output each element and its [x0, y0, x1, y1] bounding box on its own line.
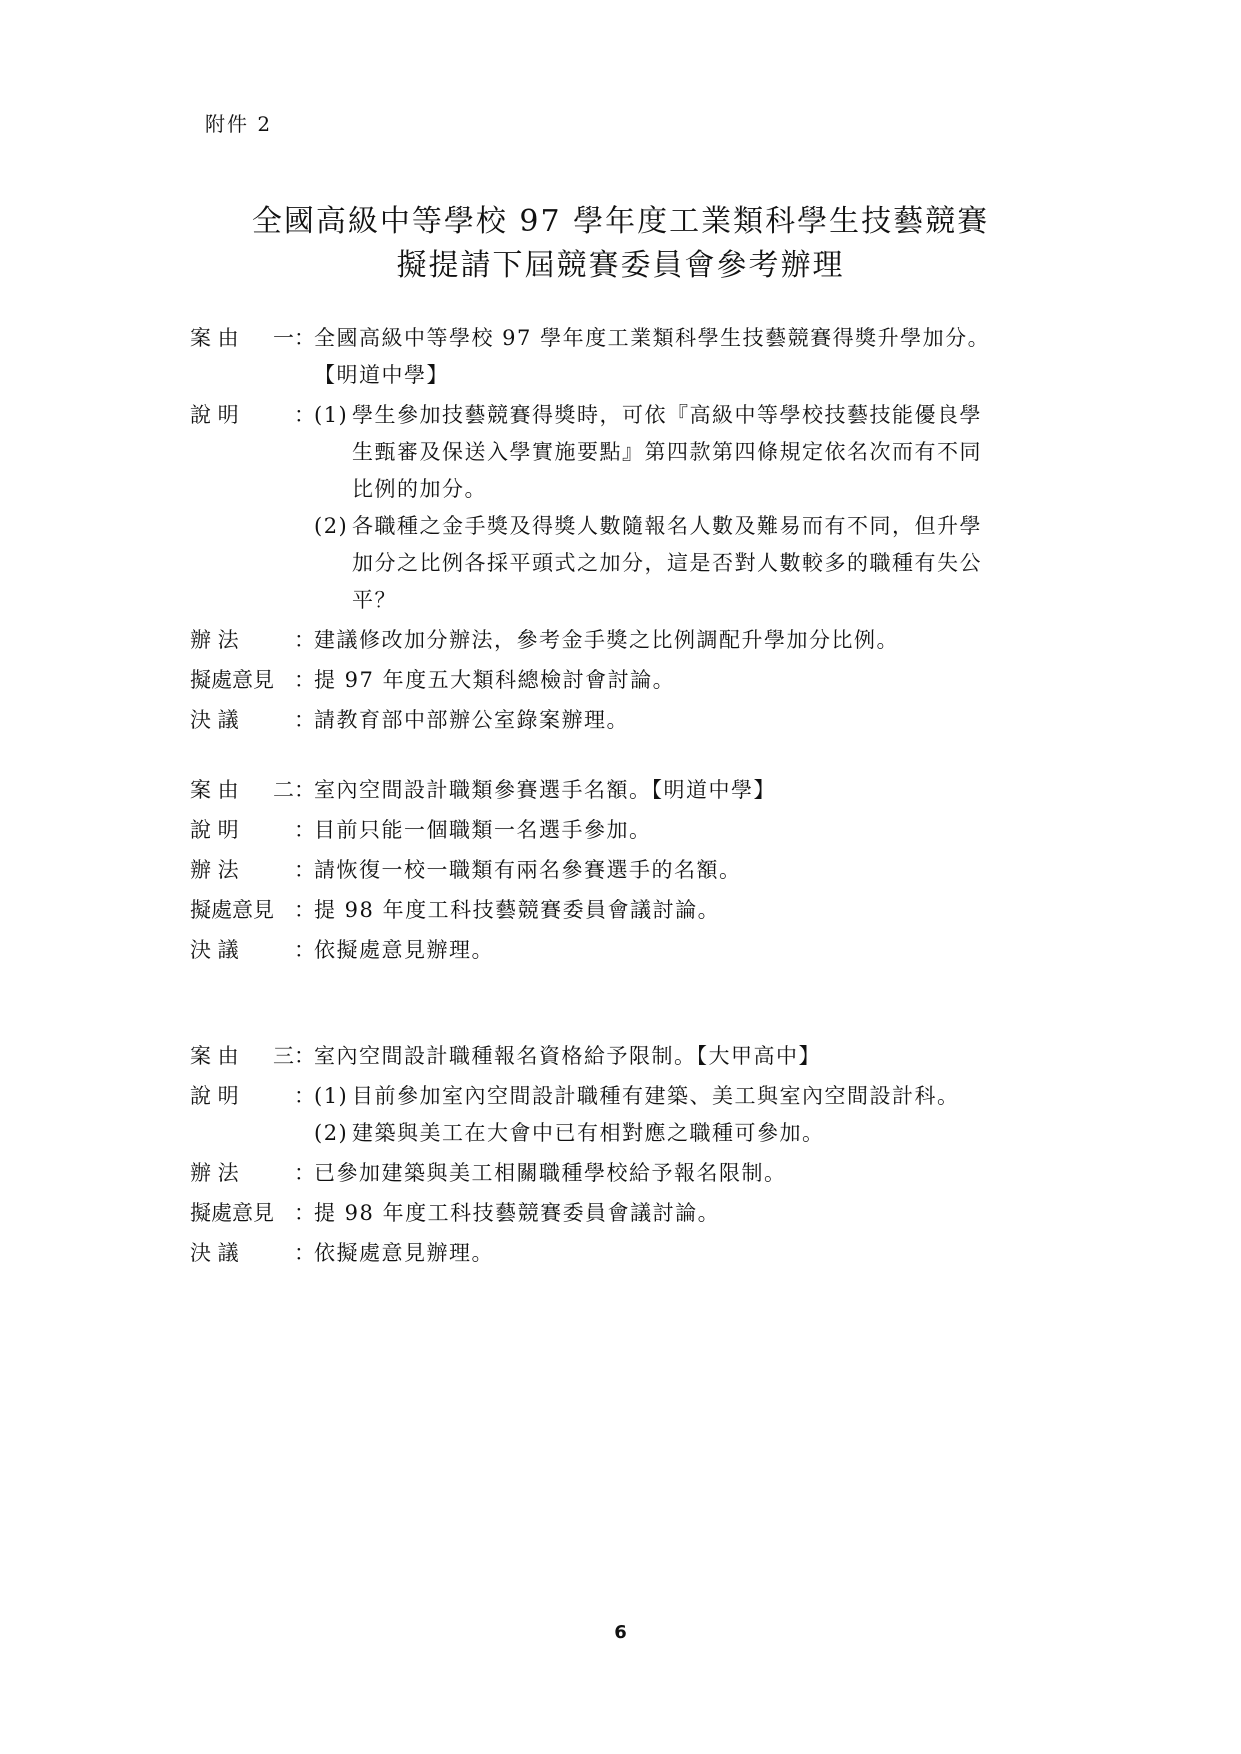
attachment-label: 附件 2 — [205, 112, 273, 136]
subject-line: 室內空間設計職類參賽選手名額。【明道中學】 — [314, 778, 776, 802]
item-line: 學生參加技藝競賽得獎時，可依『高級中等學校技藝技能優良學 — [352, 403, 982, 427]
item-number: (1) — [314, 1084, 349, 1108]
item-line: 生甄審及保送入學實施要點』第四款第四條規定依名次而有不同 — [352, 440, 982, 464]
case-2-opinion-row — [190, 892, 1070, 929]
colon: ： — [294, 326, 315, 350]
item-line: 加分之比例各採平頭式之加分，這是否對人數較多的職種有失公 — [352, 551, 982, 575]
case-3-method-row — [190, 1155, 1070, 1192]
case-3-method: 已參加建築與美工相關職種學校給予報名限制。 — [314, 1161, 787, 1185]
item-text — [352, 508, 1070, 619]
case-1-explanations — [314, 397, 1070, 619]
case-2-explanation: 目前只能一個職類一名選手參加。 — [314, 818, 652, 842]
opinion-label — [190, 1195, 294, 1232]
item-text — [352, 397, 1070, 508]
case-1-method: 建議修改加分辦法，參考金手獎之比例調配升學加分比例。 — [314, 628, 899, 652]
explanation-item — [314, 1078, 1070, 1115]
explanation-item — [314, 508, 1070, 619]
case-3-resolution: 依擬處意見辦理。 — [314, 1241, 494, 1265]
colon: ： — [294, 858, 315, 882]
case-label — [190, 1038, 294, 1075]
colon: ： — [294, 1161, 315, 1185]
case-2-opinion: 提 98 年度工科技藝競賽委員會議討論。 — [314, 898, 721, 922]
case-2-explanation-row — [190, 812, 1070, 849]
case-label-text: 案 由 — [190, 326, 239, 350]
colon: ： — [294, 708, 315, 732]
explain-label-text: 說 明 — [190, 403, 239, 427]
opinion-label — [190, 662, 294, 699]
item-number: (1) — [314, 403, 349, 427]
case-2-subject — [314, 772, 1070, 809]
opinion-label-text: 擬處意見 — [190, 898, 274, 922]
colon: ： — [294, 1241, 315, 1265]
opinion-label — [190, 892, 294, 929]
opinion-label-text: 擬處意見 — [190, 668, 274, 692]
resolution-label-text: 決 議 — [190, 1241, 239, 1265]
explanation-item — [314, 397, 1070, 508]
explain-label-text: 說 明 — [190, 1084, 239, 1108]
case-label-text: 案 由 — [190, 1044, 239, 1068]
case-1-subject-row — [190, 320, 1070, 394]
case-number: 三 — [273, 1044, 294, 1068]
case-2-method: 請恢復一校一職類有兩名參賽選手的名額。 — [314, 858, 742, 882]
item-text — [352, 1115, 1070, 1152]
item-number: (2) — [314, 514, 349, 538]
colon: ： — [294, 628, 315, 652]
method-label-text: 辦 法 — [190, 628, 239, 652]
case-label — [190, 320, 294, 357]
page-number: 6 — [614, 1622, 627, 1643]
method-label-text: 辦 法 — [190, 1161, 239, 1185]
case-label-text: 案 由 — [190, 778, 239, 802]
item-line: 各職種之金手獎及得獎人數隨報名人數及難易而有不同，但升學 — [352, 514, 982, 538]
method-label — [190, 852, 294, 889]
case-2-resolution-row — [190, 932, 1070, 969]
method-label — [190, 1155, 294, 1192]
case-3-resolution-row — [190, 1235, 1070, 1272]
case-1 — [190, 320, 1070, 742]
method-label — [190, 622, 294, 659]
case-3-subject-row — [190, 1038, 1070, 1075]
explain-label-text: 說 明 — [190, 818, 239, 842]
explain-label — [190, 812, 294, 849]
case-3-explanation-row — [190, 1078, 1070, 1152]
colon: ： — [294, 778, 315, 802]
case-1-opinion: 提 97 年度五大類科總檢討會討論。 — [314, 668, 676, 692]
subject-line: 【明道中學】 — [314, 363, 449, 387]
case-3-explanations — [314, 1078, 1070, 1152]
case-2-method-row — [190, 852, 1070, 889]
explanation-item — [314, 1115, 1070, 1152]
document-title-line-2: 擬提請下屆競賽委員會參考辦理 — [396, 248, 845, 283]
resolution-label-text: 決 議 — [190, 708, 239, 732]
case-3-opinion-row — [190, 1195, 1070, 1232]
document-title-line-1: 全國高級中等學校 97 學年度工業類科學生技藝競賽 — [251, 204, 990, 239]
item-line: 建築與美工在大會中已有相對應之職種可參加。 — [352, 1121, 825, 1145]
item-line: 目前參加室內空間設計職種有建築、美工與室內空間設計科。 — [352, 1084, 960, 1108]
case-3-subject — [314, 1038, 1070, 1075]
case-3-opinion: 提 98 年度工科技藝競賽委員會議討論。 — [314, 1201, 721, 1225]
resolution-label — [190, 1235, 294, 1272]
case-1-opinion-row — [190, 662, 1070, 699]
colon: ： — [294, 898, 315, 922]
colon: ： — [294, 1201, 315, 1225]
case-1-resolution: 請教育部中部辦公室錄案辦理。 — [314, 708, 629, 732]
case-1-resolution-row — [190, 702, 1070, 739]
explain-label — [190, 397, 294, 434]
item-number: (2) — [314, 1121, 349, 1145]
case-2 — [190, 772, 1070, 972]
subject-line: 全國高級中等學校 97 學年度工業類科學生技藝競賽得獎升學加分。 — [314, 326, 991, 350]
colon: ： — [294, 1084, 315, 1108]
colon: ： — [294, 818, 315, 842]
colon: ： — [294, 668, 315, 692]
case-label — [190, 772, 294, 809]
explain-label — [190, 1078, 294, 1115]
resolution-label-text: 決 議 — [190, 938, 239, 962]
opinion-label-text: 擬處意見 — [190, 1201, 274, 1225]
resolution-label — [190, 932, 294, 969]
item-text — [352, 1078, 1070, 1115]
case-number: 一 — [273, 326, 294, 350]
item-line: 平？ — [352, 588, 397, 612]
colon: ： — [294, 938, 315, 962]
case-2-resolution: 依擬處意見辦理。 — [314, 938, 494, 962]
colon: ： — [294, 403, 315, 427]
case-1-method-row — [190, 622, 1070, 659]
resolution-label — [190, 702, 294, 739]
colon: ： — [294, 1044, 315, 1068]
case-1-explanation-row — [190, 397, 1070, 619]
item-line: 比例的加分。 — [352, 477, 487, 501]
case-2-subject-row — [190, 772, 1070, 809]
case-3 — [190, 1038, 1070, 1275]
method-label-text: 辦 法 — [190, 858, 239, 882]
case-number: 二 — [273, 778, 294, 802]
subject-line: 室內空間設計職種報名資格給予限制。【大甲高中】 — [314, 1044, 821, 1068]
case-1-subject — [314, 320, 1070, 394]
